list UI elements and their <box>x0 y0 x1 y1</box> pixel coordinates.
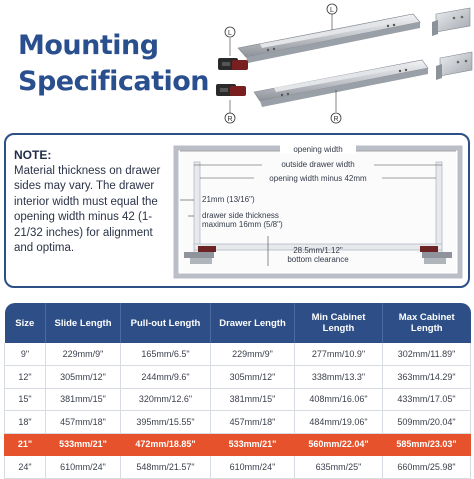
table-cell: 229mm/9" <box>46 343 121 366</box>
table-cell: 381mm/15" <box>211 388 295 411</box>
opening-width-minus-label: opening width minus 42mm <box>269 174 367 183</box>
table-cell: 585mm/23.03" <box>383 433 471 456</box>
table-cell: 610mm/24" <box>46 456 121 479</box>
right-marker-label-2: R <box>333 116 339 123</box>
bottom-clearance-sub-label: bottom clearance <box>287 255 349 264</box>
table-row <box>5 366 471 389</box>
side-thickness-max-label: maximum 16mm (5/8") <box>202 220 283 229</box>
table-cell: 457mm/18" <box>211 411 295 434</box>
table-cell: 244mm/9.6" <box>121 366 211 389</box>
table-cell: 635mm/25" <box>295 456 383 479</box>
table-row <box>5 388 471 411</box>
drawer-slide-left <box>238 14 420 63</box>
table-cell: 305mm/12" <box>211 366 295 389</box>
table-cell: 472mm/18.85" <box>121 433 211 456</box>
table-cell: 660mm/25.98" <box>383 456 471 479</box>
table-cell: 457mm/18" <box>46 411 121 434</box>
rear-mounting-bracket <box>432 8 472 80</box>
table-cell: 21" <box>5 433 46 456</box>
table-cell: 165mm/6.5" <box>121 343 211 366</box>
table-cell: 560mm/22.04" <box>295 433 383 456</box>
opening-width-label: opening width <box>293 145 343 154</box>
left-marker-label: L <box>228 30 232 37</box>
table-cell: 302mm/11.89" <box>383 343 471 366</box>
left-marker-label-2: L <box>330 7 334 14</box>
page-title <box>18 28 208 100</box>
table-cell: 320mm/12.6" <box>121 388 211 411</box>
spec-table <box>4 303 471 479</box>
table-cell: 381mm/15" <box>46 388 121 411</box>
table-cell: 9" <box>5 343 46 366</box>
table-cell: 548mm/21.57" <box>121 456 211 479</box>
table-cell: 18" <box>5 411 46 434</box>
cabinet-diagram <box>168 140 468 285</box>
table-cell: 229mm/9" <box>211 343 295 366</box>
table-row-highlighted <box>5 433 471 456</box>
table-cell: 533mm/21" <box>46 433 121 456</box>
header-min-cabinet-length: Min Cabinet Length <box>295 303 383 343</box>
side-thickness-label: drawer side thickness <box>202 211 279 220</box>
title-line-2: Specification <box>18 66 210 97</box>
product-illustration <box>208 0 474 130</box>
bottom-clearance-label: 28.5mm/1.12" <box>293 246 343 255</box>
table-cell: 277mm/10.9" <box>295 343 383 366</box>
table-header-row <box>5 303 471 343</box>
locking-device <box>216 58 248 96</box>
table-cell: 24" <box>5 456 46 479</box>
table-cell: 509mm/20.04" <box>383 411 471 434</box>
side-gap-label: 21mm (13/16") <box>202 195 255 204</box>
table-cell: 610mm/24" <box>211 456 295 479</box>
right-marker-label: R <box>227 116 233 123</box>
table-cell: 533mm/21" <box>211 433 295 456</box>
header-slide-length: Slide Length <box>46 303 121 343</box>
table-cell: 12" <box>5 366 46 389</box>
title-line-1: Mounting <box>18 30 159 61</box>
header-drawer-length: Drawer Length <box>211 303 295 343</box>
note-block <box>14 148 164 256</box>
outside-drawer-width-label: outside drawer width <box>281 160 355 169</box>
table-cell: 305mm/12" <box>46 366 121 389</box>
table-cell: 15" <box>5 388 46 411</box>
table-row <box>5 456 471 479</box>
table-cell: 363mm/14.29" <box>383 366 471 389</box>
table-cell: 408mm/16.06" <box>295 388 383 411</box>
table-cell: 395mm/15.55" <box>121 411 211 434</box>
note-title: NOTE: <box>14 148 52 162</box>
table-cell: 484mm/19.06" <box>295 411 383 434</box>
table-cell: 338mm/13.3" <box>295 366 383 389</box>
note-body: Material thickness on drawer sides may vary. The drawer interior width must equal the opening width minus 42 (1-21/32 inches) for alignment and optima. <box>14 165 161 255</box>
table-cell: 433mm/17.05" <box>383 388 471 411</box>
drawer-slide-right <box>254 60 428 107</box>
table-row <box>5 343 471 366</box>
table-row <box>5 411 471 434</box>
header-size: Size <box>5 303 46 343</box>
header-max-cabinet-length: Max Cabinet Length <box>383 303 471 343</box>
header-pull-out-length: Pull-out Length <box>121 303 211 343</box>
